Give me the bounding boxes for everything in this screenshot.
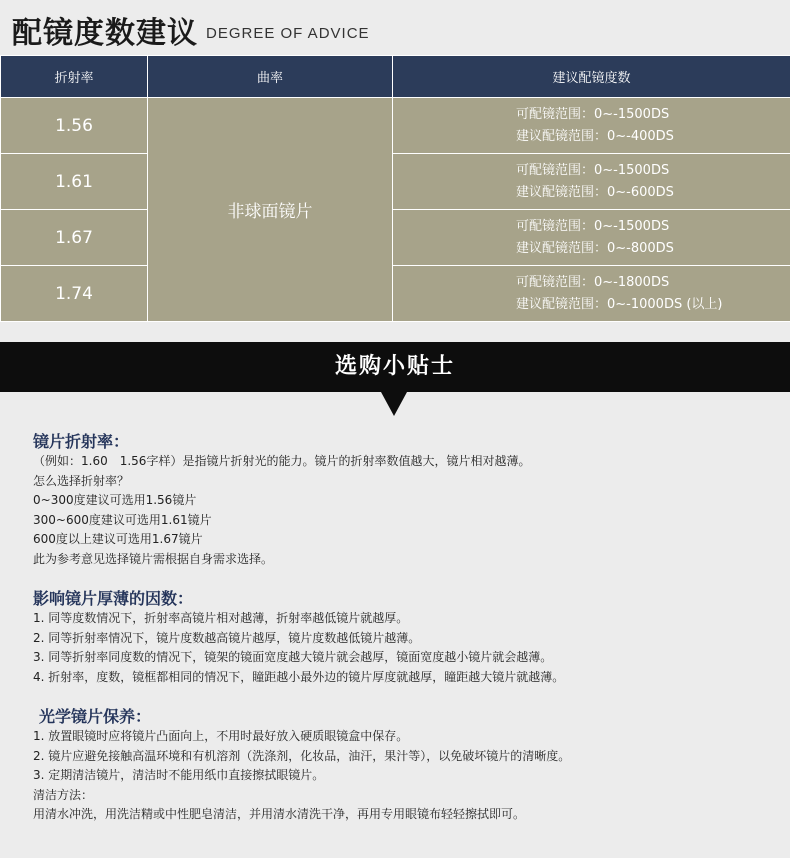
refractive-index-cell: 1.61 — [1, 154, 148, 210]
table-row — [1, 210, 790, 266]
degree-range-cell — [393, 98, 790, 154]
refractive-index-cell: 1.67 — [1, 210, 148, 266]
section-line: 0~300度建议可选用1.56镜片 — [33, 493, 197, 507]
header-curvature: 曲率 — [148, 56, 393, 98]
suggest-range: 建议配镜范围：0~-400DS — [516, 128, 674, 144]
suggest-range: 建议配镜范围：0~-800DS — [516, 240, 674, 256]
banner-pointer-icon — [381, 392, 407, 416]
fit-range: 可配镜范围：0~-1500DS — [516, 106, 670, 122]
section-title: 镜片折射率： — [33, 432, 130, 451]
degree-range-cell — [393, 266, 790, 322]
thickness-factors-section — [33, 586, 564, 687]
refractive-index-cell: 1.74 — [1, 266, 148, 322]
section-line: 3. 定期清洁镜片，清洁时不能用纸巾直接擦拭眼镜片。 — [33, 768, 325, 782]
section-line: 用清水冲洗，用洗洁精或中性肥皂清洁，并用清水清洗干净，再用专用眼镜布轻轻擦拭即可。 — [33, 807, 526, 821]
degree-range-cell — [393, 210, 790, 266]
table-row — [1, 154, 790, 210]
section-line: 2. 同等折射率情况下，镜片度数越高镜片越厚，镜片度数越低镜片越薄。 — [33, 630, 421, 645]
section-line: （例如：1.60 1.56字样）是指镜片折射光的能力。镜片的折射率数值越大，镜片相对越薄。 — [33, 454, 531, 468]
fit-range: 可配镜范围：0~-1500DS — [516, 162, 670, 178]
header-suggested-degree: 建议配镜度数 — [393, 56, 790, 98]
fit-range: 可配镜范围：0~-1500DS — [516, 218, 670, 234]
table-row — [1, 266, 790, 322]
section-line: 300~600度建议可选用1.61镜片 — [33, 512, 212, 527]
lens-degree-table — [0, 55, 790, 322]
section-line: 1. 放置眼镜时应将镜片凸面向上，不用时最好放入硬质眼镜盒中保存。 — [33, 729, 409, 743]
suggest-range: 建议配镜范围：0~-600DS — [516, 184, 674, 200]
section-line: 此为参考意见选择镜片需根据自身需求选择。 — [33, 551, 274, 566]
section-title: 光学镜片保养： — [39, 707, 152, 726]
section-line: 清洁方法： — [33, 787, 94, 802]
section-line: 2. 镜片应避免接触高温环境和有机溶剂（洗涤剂，化妆品，油汗，果汁等），以免破坏镜片的清晰度。 — [33, 748, 571, 763]
section-title: 影响镜片厚薄的因数： — [33, 589, 194, 608]
suggest-range: 建议配镜范围：0~-1000DS (以上) — [516, 296, 723, 312]
section-line: 4. 折射率，度数，镜框都相同的情况下，瞳距越小最外边的镜片厚度就越厚，瞳距越大镜片就越薄。 — [33, 669, 565, 684]
tips-banner: 选购小贴士 — [0, 342, 790, 392]
page-title: 配镜度数建议 — [12, 16, 198, 51]
section-line: 怎么选择折射率？ — [33, 473, 130, 488]
section-line: 3. 同等折射率同度数的情况下，镜架的镜面宽度越大镜片就会越厚，镜面宽度越小镜片就会越薄。 — [33, 650, 553, 664]
page-header — [0, 0, 790, 55]
refractive-index-cell: 1.56 — [1, 98, 148, 154]
curvature-cell: 非球面镜片 — [148, 98, 393, 322]
degree-range-cell — [393, 154, 790, 210]
refractive-index-section — [33, 429, 530, 569]
lens-care-section — [33, 704, 570, 825]
section-line: 1. 同等度数情况下，折射率高镜片相对越薄，折射率越低镜片就越厚。 — [33, 611, 409, 625]
table-row — [1, 98, 790, 154]
fit-range: 可配镜范围：0~-1800DS — [516, 274, 670, 290]
page-subtitle: DEGREE OF ADVICE — [206, 25, 370, 42]
header-refractive-index: 折射率 — [1, 56, 148, 98]
section-line: 600度以上建议可选用1.67镜片 — [33, 532, 203, 546]
table-header-row — [1, 56, 790, 98]
